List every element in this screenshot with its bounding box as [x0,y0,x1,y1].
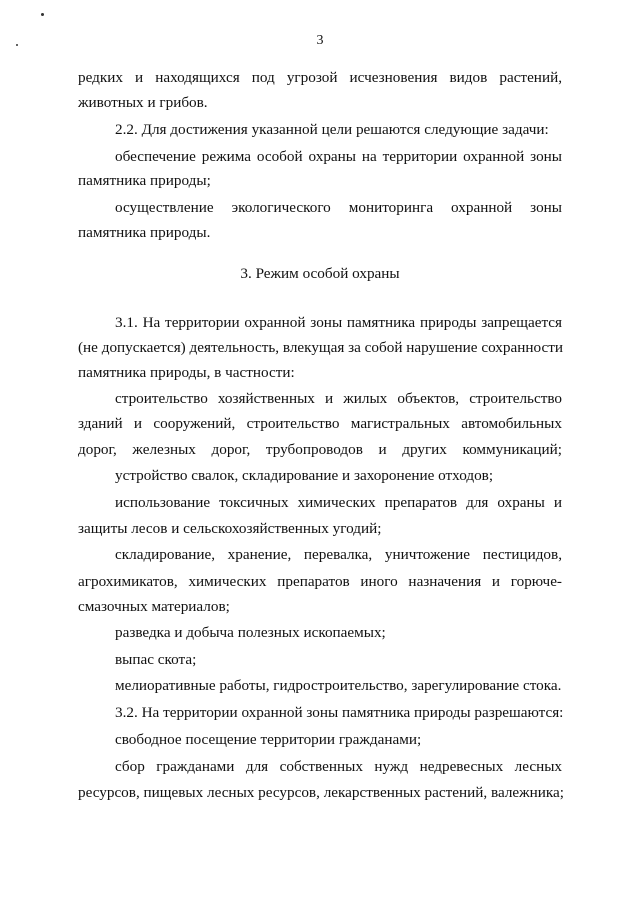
body-line: дорог, железных дорог, трубопроводов и других коммуникаций; [78,441,562,458]
body-line: (не допускается) деятельность, влекущая за собой нарушение сохранности [78,339,563,356]
body-line: складирование, хранение, перевалка, уничтожение пестицидов, [115,546,562,563]
section-heading: 3. Режим особой охраны [240,265,400,282]
body-line: 3.1. На территории охранной зоны памятника природы запрещается [115,314,562,331]
body-line: зданий и сооружений, строительство магистральных автомобильных [78,415,562,432]
body-line: выпас скота; [115,651,197,668]
body-line: памятника природы. [78,224,211,241]
body-line: сбор гражданами для собственных нужд недревесных лесных [115,758,562,775]
body-line: защиты лесов и сельскохозяйственных угодий; [78,520,382,537]
body-line: 3.2. На территории охранной зоны памятника природы разрешаются: [115,704,564,721]
body-line: смазочных материалов; [78,598,230,615]
body-line: разведка и добыча полезных ископаемых; [115,624,386,641]
body-line: свободное посещение территории гражданами; [115,731,422,748]
body-line: осуществление экологического мониторинга охранной зоны [115,199,562,216]
body-line: редких и находящихся под угрозой исчезновения видов растений, [78,69,562,86]
body-line: использование токсичных химических препаратов для охраны и [115,494,562,511]
body-line: строительство хозяйственных и жилых объектов, строительство [115,390,562,407]
body-line: памятника природы, в частности: [78,364,295,381]
body-line: ресурсов, пищевых лесных ресурсов, лекарственных растений, валежника; [78,784,565,801]
body-line: 2.2. Для достижения указанной цели решаются следующие задачи: [115,121,549,138]
body-line: мелиоративные работы, гидростроительство, зарегулирование стока. [115,677,562,694]
body-line: устройство свалок, складирование и захоронение отходов; [115,467,494,484]
page-number: 3 [316,33,324,48]
body-line: обеспечение режима особой охраны на территории охранной зоны [115,148,562,165]
body-line: животных и грибов. [78,94,208,111]
scan-speck [41,13,44,16]
body-line: агрохимикатов, химических препаратов иного назначения и горюче- [78,573,562,590]
body-line: памятника природы; [78,172,211,189]
